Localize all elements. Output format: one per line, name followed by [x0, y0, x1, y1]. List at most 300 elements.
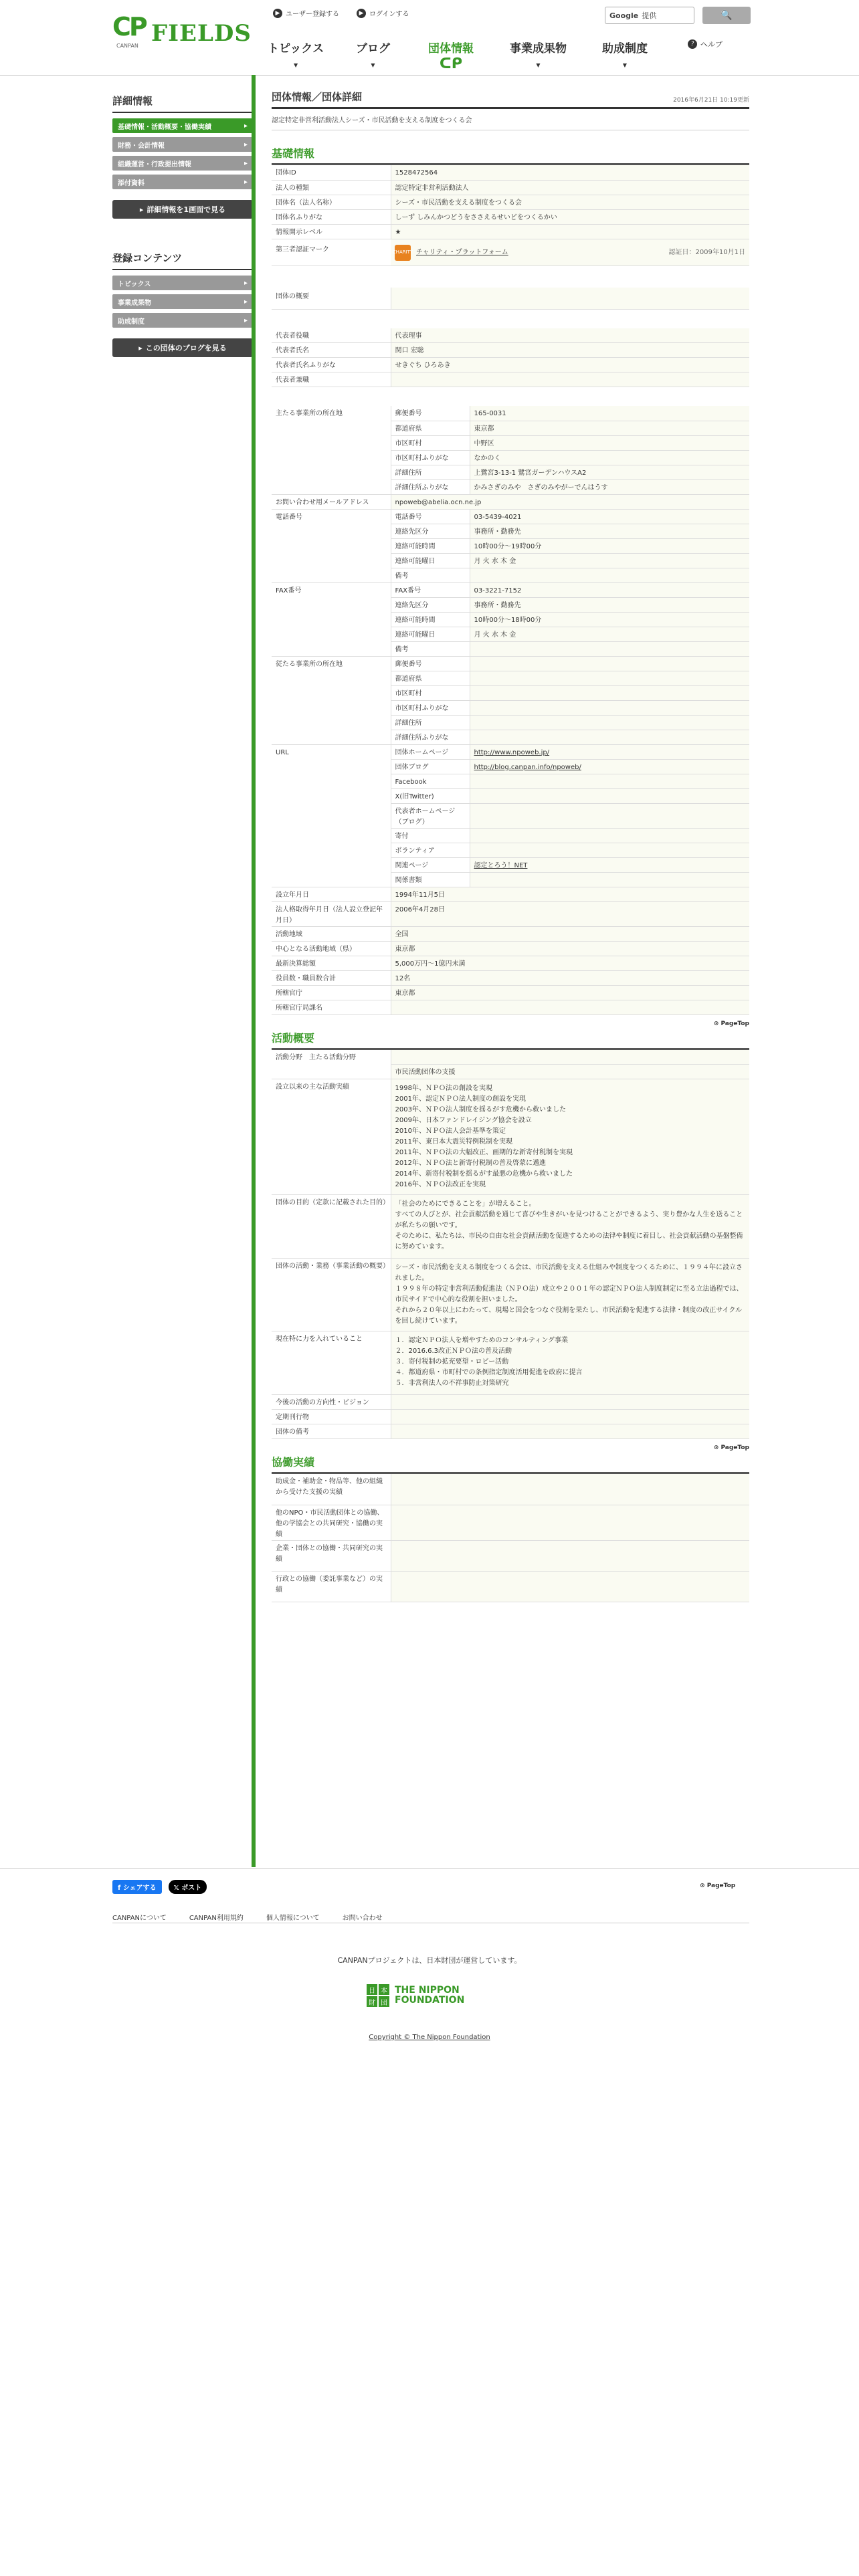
field-value	[391, 1395, 749, 1410]
field-value: 2006年4月28日	[391, 901, 749, 926]
field-label: 法人の種類	[272, 180, 391, 195]
nav-org-info[interactable]	[428, 39, 474, 72]
google-label: Google	[609, 11, 639, 20]
overview-table	[272, 288, 749, 310]
sub-value: 事務所・勤務先	[470, 597, 749, 612]
activity-field-label	[272, 1050, 391, 1079]
footer-link-contact[interactable]: お問い合わせ	[342, 1915, 383, 1922]
tnf-mark	[367, 1984, 389, 2007]
url-link[interactable]: http://blog.canpan.info/npoweb/	[474, 763, 581, 771]
footer-link-terms[interactable]: CANPAN利用規約	[189, 1915, 244, 1922]
text-line: 2016年、ＮＰＯ法改正を実現	[395, 1181, 486, 1188]
field-value	[391, 1195, 749, 1259]
table-row	[272, 1079, 749, 1195]
table-row	[272, 926, 749, 941]
register-label: ユーザー登録する	[286, 11, 339, 18]
facebook-icon: f	[118, 1885, 123, 1892]
field-value: 12名	[391, 970, 749, 985]
spacer	[272, 266, 749, 288]
sub-value	[470, 744, 749, 759]
tnf-char: 財	[367, 1996, 377, 2007]
sub-value: 10時00分～19時00分	[470, 538, 749, 553]
chevron-right-icon: ▸	[244, 159, 248, 167]
sub-label: 関連ページ	[391, 857, 470, 872]
sub-label: 詳細住所	[391, 465, 470, 479]
sidebar-item-topics[interactable]	[112, 276, 253, 290]
tnf-char: 日	[367, 1984, 377, 1995]
sidebar-item-deliverables[interactable]	[112, 294, 253, 309]
global-nav	[268, 33, 749, 74]
table-row	[272, 328, 749, 343]
contact-table	[272, 406, 749, 1015]
group-label: 電話番号	[272, 509, 391, 582]
utility-links	[273, 8, 409, 18]
field-value	[391, 1259, 749, 1331]
field-value: ★	[391, 224, 749, 239]
page-title-bar	[272, 90, 749, 109]
tnf-text	[395, 1985, 464, 2006]
field-label: 団体ID	[272, 165, 391, 180]
show-all-details-button[interactable]	[112, 200, 253, 219]
table-row	[272, 956, 749, 970]
spacer	[272, 310, 749, 328]
section-basic-info: 基礎情報	[272, 145, 749, 165]
text-line: ４．都道府県・市町村での条例指定制度活用促進を政府に提言	[395, 1369, 583, 1376]
sub-label: 団体ホームページ	[391, 744, 470, 759]
nav-label: 事業成果物	[510, 42, 567, 56]
sub-value: なかのく	[470, 450, 749, 465]
sub-label: 連絡先区分	[391, 524, 470, 538]
field-value	[391, 1079, 749, 1195]
section-collaboration: 協働実績	[272, 1454, 749, 1474]
cert-label: 第三者認証マーク	[272, 239, 391, 266]
fb-label: シェアする	[122, 1885, 157, 1892]
sub-value	[470, 568, 749, 582]
logo-text: FIELDS	[151, 20, 252, 47]
sub-value: 03-5439-4021	[470, 509, 749, 524]
text-line: 2001年、認定ＮＰＯ法人制度の創設を実現	[395, 1095, 526, 1103]
search-button[interactable]	[702, 7, 751, 24]
chevron-down-icon: ▼	[371, 62, 375, 68]
main-content	[272, 90, 749, 1602]
nav-grants[interactable]	[602, 39, 648, 68]
table-row	[272, 970, 749, 985]
sub-label: 市区町村ふりがな	[391, 700, 470, 715]
facebook-share-button[interactable]	[112, 1880, 162, 1894]
sub-label: 都道府県	[391, 671, 470, 685]
tnf-line: THE NIPPON	[395, 1984, 460, 1996]
sub-value	[470, 641, 749, 656]
collaboration-table	[272, 1474, 749, 1602]
cert-table	[272, 239, 749, 267]
sub-label: 寄付	[391, 828, 470, 843]
field-value: 東京都	[391, 941, 749, 956]
field-label: 設立以来の主な活動実績	[272, 1079, 391, 1195]
nav-label: トピックス	[268, 42, 324, 56]
chevron-right-icon: ▸	[244, 298, 248, 306]
sidebar-heading-details: 詳細情報	[112, 94, 253, 113]
chevron-right-icon: ▸	[244, 178, 248, 186]
field-value	[391, 1540, 749, 1571]
button-label: 詳細情報を1画面で見る	[147, 205, 226, 214]
sub-value: 上鷺宮3-13-1 鷺宮ガーデンハウスA2	[470, 465, 749, 479]
field-label: 団体の活動・業務（事業活動の概要）	[272, 1259, 391, 1331]
table-row	[272, 985, 749, 1000]
footer-link-about[interactable]: CANPANについて	[112, 1915, 167, 1922]
field-value: 東京都	[391, 985, 749, 1000]
field-label: 中心となる活動地域（県）	[272, 941, 391, 956]
tnf-char: 団	[379, 1996, 389, 2007]
text-line: ５．非営利法人の不祥事防止対策研究	[395, 1380, 509, 1387]
text-line: そのために、私たちは、市民の自由な社会貢献活動を促進するための法律や制度に着目し、社会貢献活動の基盤整備に努めています。	[395, 1232, 743, 1251]
pagetop-link[interactable]	[700, 1883, 735, 1889]
field-value: 5,000万円～1億円未満	[391, 956, 749, 970]
overview-value	[391, 288, 749, 309]
table-row	[272, 358, 749, 372]
sub-label: 電話番号	[391, 509, 470, 524]
sub-label: 連絡可能曜日	[391, 553, 470, 568]
footer	[0, 1868, 859, 2041]
nav-blog[interactable]	[356, 39, 390, 68]
sub-label: 備考	[391, 641, 470, 656]
url-link[interactable]: 認定とろう！NET	[474, 861, 528, 869]
sub-value	[470, 774, 749, 788]
arrow-icon: ▶	[357, 9, 366, 18]
sub-label: 市区町村ふりがな	[391, 450, 470, 465]
button-label: この団体のブログを見る	[145, 344, 227, 352]
table-row	[272, 209, 749, 224]
sidebar-item-attachments[interactable]	[112, 175, 253, 189]
text-line: ２．2016.6.3改正ＮＰＯ法の普及活動	[395, 1348, 512, 1355]
cert-row	[392, 245, 745, 261]
text-line: １９９８年の特定非営利活動促進法（ＮＰＯ法）成立や２００１年の認定ＮＰＯ法人制度制定に至る立法過程では、市民サイドで中心的な役割を担いました。	[395, 1285, 743, 1303]
footer-link-privacy[interactable]: 個人情報について	[266, 1915, 320, 1922]
sub-value: 10時00分～18時00分	[470, 612, 749, 627]
tw-label: ポスト	[181, 1885, 202, 1892]
sub-label: 市区町村	[391, 435, 470, 450]
sub-label: 詳細住所ふりがな	[391, 730, 470, 744]
text-line: 2012年、ＮＰＯ法と新寄付税制の普及啓蒙に邁進	[395, 1160, 546, 1167]
item-label: トピックス	[118, 280, 151, 288]
field-label: 他のNPO・市民活動団体との協働、他の学協会との共同研究・協働の実績	[272, 1505, 391, 1540]
field-label: 団体の目的（定款に記載された目的）	[272, 1195, 391, 1259]
nav-label: 助成制度	[602, 42, 648, 56]
field-label: 設立年月日	[272, 887, 391, 901]
table-row	[272, 1000, 749, 1014]
updated-timestamp: 2016年6月21日 10:19更新	[673, 97, 749, 104]
representative-table	[272, 328, 749, 388]
sub-label: FAX番号	[391, 582, 470, 597]
field-value	[391, 1331, 749, 1395]
sub-value: かみさぎのみや さぎのみやがーでんはうす	[470, 479, 749, 494]
field-label: 所轄官庁局課名	[272, 1000, 391, 1014]
footer-links	[112, 1912, 383, 1922]
sub-label: 団体ブログ	[391, 759, 470, 774]
field-label: 定期刊行物	[272, 1410, 391, 1424]
chevron-down-icon: ▼	[536, 62, 541, 68]
sublabel: 主たる活動分野	[309, 1053, 356, 1061]
field-label: 今後の活動の方向性・ビジョン	[272, 1395, 391, 1410]
text-line: すべての人びとが、社会貢献活動を通じて喜びや生きがいを見つけることができるよう、実り豊かな人生を送ることが私たちの願いです。	[395, 1211, 743, 1229]
nav-label: 団体情報	[428, 42, 474, 56]
search-placeholder: 提供	[642, 11, 657, 20]
field-value	[391, 372, 749, 387]
pagetop-link[interactable]	[272, 1021, 749, 1027]
table-row	[272, 1331, 749, 1395]
text-line: 2011年、ＮＰＯ法の大幅改正、画期的な新寄付税制を実現	[395, 1149, 573, 1156]
item-label: 助成制度	[118, 318, 145, 326]
field-value: 関口 宏聡	[391, 343, 749, 358]
cp-icon: ᑕᑭ	[439, 56, 463, 72]
pagetop-label: PageTop	[706, 1883, 736, 1889]
activity-table	[272, 1050, 749, 1440]
field-label: 代表者兼職	[272, 372, 391, 387]
field-value: 1994年11月5日	[391, 887, 749, 901]
field-label: 役員数・職員数合計	[272, 970, 391, 985]
chevron-right-icon: ▸	[244, 316, 248, 324]
table-row	[272, 1474, 749, 1505]
field-label: 団体名（法人名称）	[272, 195, 391, 209]
sub-label: 連絡可能曜日	[391, 627, 470, 641]
field-label: 団体の備考	[272, 1424, 391, 1439]
sub-value: 03-3221-7152	[470, 582, 749, 597]
item-label: 事業成果物	[118, 299, 151, 307]
sub-label: 連絡先区分	[391, 597, 470, 612]
field-label: 代表者役職	[272, 328, 391, 343]
tnf-line: FOUNDATION	[395, 1995, 465, 2006]
table-row	[272, 406, 749, 421]
field-value: せきぐち ひろあき	[391, 358, 749, 372]
view-blog-button[interactable]	[112, 338, 253, 357]
field-label: 情報開示レベル	[272, 224, 391, 239]
table-row	[272, 1424, 749, 1439]
cert-link[interactable]: チャリティ・プラットフォーム	[416, 248, 508, 256]
logo-sub: CANPAN	[116, 43, 138, 49]
sub-value	[470, 857, 749, 872]
field-value	[391, 1050, 749, 1065]
url-link[interactable]: http://www.npoweb.jp/	[474, 748, 550, 756]
sub-label: X(旧Twitter)	[391, 788, 470, 803]
table-row	[272, 1395, 749, 1410]
sub-value: 中野区	[470, 435, 749, 450]
canpan-fields-logo[interactable]	[112, 12, 252, 55]
pagetop-label: PageTop	[721, 1020, 749, 1027]
table-row	[272, 372, 749, 387]
sub-value: 東京都	[470, 421, 749, 435]
pagetop-label: PageTop	[721, 1444, 749, 1451]
register-link[interactable]	[273, 8, 339, 18]
text-line: シーズ・市民活動を支える制度をつくる会は、市民活動を支える仕組みや制度をつくるために、１９９４年に設立されました。	[395, 1264, 743, 1282]
table-row	[272, 887, 749, 901]
item-label: 組織運営・行政提出情報	[118, 160, 191, 169]
sidebar	[112, 94, 253, 357]
field-label: 法人格取得年月日（法人設立登記年月日）	[272, 901, 391, 926]
sub-label: 郵便番号	[391, 406, 470, 421]
nav-deliverables[interactable]	[510, 39, 567, 68]
field-value: 代表理事	[391, 328, 749, 343]
sub-value	[470, 788, 749, 803]
header	[0, 0, 859, 75]
field-label: 最新決算総額	[272, 956, 391, 970]
text-line: ３．寄付税制の拡充要望・ロビー活動	[395, 1358, 509, 1366]
table-row	[272, 1410, 749, 1424]
table-row	[272, 224, 749, 239]
field-value	[391, 1410, 749, 1424]
table-row	[272, 1259, 749, 1331]
org-name: 認定特定非営利活動法人シーズ・市民活動を支える制度をつくる会	[272, 109, 749, 130]
sub-value	[470, 685, 749, 700]
page-title: 団体情報／団体詳細	[272, 91, 363, 103]
sub-label: 都道府県	[391, 421, 470, 435]
operated-by-text: CANPANプロジェクトは、日本財団が運営しています。	[337, 1956, 522, 1965]
group-label: FAX番号	[272, 582, 391, 656]
help-label: ヘルプ	[700, 40, 723, 49]
sub-label: 連絡可能時間	[391, 538, 470, 553]
text-line: 「社会のためにできることを」が増えること。	[395, 1200, 536, 1208]
field-value	[391, 1505, 749, 1540]
sidebar-item-finance[interactable]	[112, 137, 253, 152]
help-link[interactable]	[688, 39, 723, 49]
table-row	[272, 239, 749, 266]
table-row	[272, 494, 749, 509]
sub-label: 郵便番号	[391, 656, 470, 671]
login-label: ログインする	[369, 11, 409, 18]
field-value	[391, 1000, 749, 1014]
header-divider	[0, 75, 859, 76]
sub-value	[470, 730, 749, 744]
arrow-up-icon: ⊙	[700, 1883, 707, 1889]
item-label: 基礎情報・活動概要・協働実績	[118, 123, 211, 131]
table-row	[272, 195, 749, 209]
overview-label: 団体の概要	[272, 288, 391, 309]
tnf-char: 本	[379, 1984, 389, 1995]
field-label: 所轄官庁	[272, 985, 391, 1000]
copyright-link[interactable]: Copyright © The Nippon Foundation	[369, 2034, 490, 2041]
sidebar-item-basic[interactable]	[112, 118, 253, 133]
chevron-right-icon: ▸	[244, 279, 248, 287]
sub-value: 月 火 水 木 金	[470, 553, 749, 568]
chevron-down-icon: ▼	[622, 62, 628, 68]
field-label: 現在特に力を入れていること	[272, 1331, 391, 1395]
table-row	[272, 744, 749, 759]
chevron-right-icon: ▸	[244, 140, 248, 148]
x-post-button[interactable]	[169, 1880, 207, 1894]
pagetop-link[interactable]	[272, 1444, 749, 1451]
nippon-foundation-logo[interactable]	[367, 1984, 464, 2007]
table-row	[272, 941, 749, 956]
text-line: 2003年、ＮＰＯ法人制度を揺るがす危機から救いました	[395, 1106, 566, 1113]
sub-value	[470, 656, 749, 671]
sub-value	[470, 715, 749, 730]
text-line: 2009年、日本ファンドレイジング協会を設立	[395, 1117, 532, 1124]
sub-value	[470, 759, 749, 774]
field-label: 代表者氏名ふりがな	[272, 358, 391, 372]
table-row	[272, 1195, 749, 1259]
sub-value: 事務所・勤務先	[470, 524, 749, 538]
search-icon: 🔍	[721, 10, 733, 21]
arrow-icon: ▶	[273, 9, 282, 18]
table-row	[272, 509, 749, 524]
field-value	[391, 1424, 749, 1439]
table-row	[272, 901, 749, 926]
sub-value	[470, 700, 749, 715]
table-row	[272, 343, 749, 358]
text-line: 2014年、新寄付税制を揺るがす最悪の危機から救いました	[395, 1170, 573, 1178]
arrow-icon: ▸	[139, 205, 144, 214]
field-value: 全国	[391, 926, 749, 941]
label: 活動分野	[276, 1053, 302, 1061]
spacer	[272, 387, 749, 406]
sidebar-heading-contents: 登録コンテンツ	[112, 251, 253, 270]
basic-info-table	[272, 165, 749, 239]
table-row	[272, 1505, 749, 1540]
field-value	[391, 1474, 749, 1505]
field-value: 認定特定非営利活動法人	[391, 180, 749, 195]
login-link[interactable]	[357, 8, 409, 18]
sub-label: 市区町村	[391, 685, 470, 700]
field-label: 企業・団体との協働・共同研究の実績	[272, 1540, 391, 1571]
field-label: 代表者氏名	[272, 343, 391, 358]
email-value: npoweb@abelia.ocn.ne.jp	[391, 494, 749, 509]
item-label: 添付資料	[118, 179, 145, 187]
nav-label: ブログ	[356, 42, 390, 56]
sub-label: Facebook	[391, 774, 470, 788]
x-icon: 𝕏	[173, 1885, 182, 1892]
sub-label: 代表者ホームページ（ブログ）	[391, 803, 470, 828]
cert-date: 認証日：2009年10月1日	[668, 248, 745, 256]
table-row	[272, 1571, 749, 1602]
field-value	[391, 1571, 749, 1602]
share-buttons	[112, 1880, 207, 1894]
activity-field-value: 市民活動団体の支援	[391, 1065, 749, 1079]
arrow-up-icon: ⊙	[713, 1020, 721, 1027]
sub-label: 関係書類	[391, 872, 470, 887]
item-label: 財務・会計情報	[118, 142, 165, 150]
sidebar-item-grants[interactable]	[112, 313, 253, 328]
text-line: それから２０年以上にわたって、現場と国会をつなぐ役割を果たし、市民活動を促進する法律・制度の改正サイクルを回し続けています。	[395, 1307, 743, 1325]
sub-value: 月 火 水 木 金	[470, 627, 749, 641]
sub-label: ボランティア	[391, 843, 470, 857]
nav-topics[interactable]	[268, 39, 324, 68]
text-line: 2010年、ＮＰＯ法人会計基準を策定	[395, 1128, 506, 1135]
sub-label: 連絡可能時間	[391, 612, 470, 627]
sub-value	[470, 803, 749, 828]
text-line: 1998年、ＮＰＯ法の創設を実現	[395, 1085, 492, 1092]
table-row	[272, 1050, 749, 1065]
table-row	[272, 165, 749, 180]
sub-value	[470, 872, 749, 887]
text-line: 2011年、東日本大震災特例税制を実現	[395, 1138, 512, 1146]
table-row	[272, 180, 749, 195]
search-input[interactable]	[605, 7, 694, 24]
charity-platform-icon: CHARITY	[395, 245, 411, 261]
arrow-icon: ▸	[138, 343, 142, 352]
group-label: 主たる事業所の所在地	[272, 406, 391, 494]
group-label: 従たる事業所の所在地	[272, 656, 391, 744]
sub-label: 詳細住所	[391, 715, 470, 730]
table-row	[272, 1540, 749, 1571]
field-value: しーず しみんかつどうをささえるせいどをつくるかい	[391, 209, 749, 224]
chevron-down-icon: ▼	[294, 62, 298, 68]
question-icon: ?	[688, 39, 697, 49]
sub-label: 備考	[391, 568, 470, 582]
sub-value	[470, 828, 749, 843]
sub-value	[470, 843, 749, 857]
sidebar-item-governance[interactable]	[112, 156, 253, 171]
sub-value	[470, 671, 749, 685]
field-label: 行政との協働（委託事業など）の実績	[272, 1571, 391, 1602]
table-row	[272, 656, 749, 671]
